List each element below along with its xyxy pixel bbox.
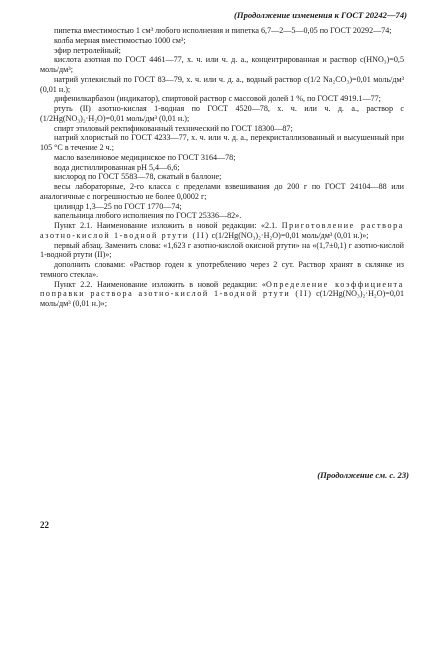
clause-2-1-formula: c(1/2Hg(NO₃)₂·H₂O)=0,01 моль/дм³ (0,01 н.)»; (209, 230, 369, 240)
list-item: пипетка вместимостью 1 см³ любого исполнения и пипетка 6,7—2—5—0,05 по ГОСТ 20292—74; (54, 26, 392, 35)
clause-2-1-addition: дополнить словами: «Раствор годен к употреблению через 2 сут. Раствор хранят в склянке из темного стекла». (40, 260, 404, 279)
document-body (40, 26, 404, 309)
list-item: ртуть (II) азотно-кислая 1-водная по ГОСТ 4520—78, х. ч. или ч. д. а., раствор c (1/2Hg(NO₃)₂·H₂O)=0,01 моль/дм³ (0,01 н.); (40, 104, 404, 123)
clause-2-2-title (40, 280, 404, 309)
equipment-list (40, 26, 404, 221)
clause-2-2-spaced-title: Определение коэффициента поправки раствора азотно-кислой 1-водной ртути (II) (40, 279, 404, 299)
list-item: натрий хлористый по ГОСТ 4233—77, х. ч. или ч. д. а., перекристаллизованный и высушенный при 105 °С в течение 2 ч.; (40, 133, 404, 152)
clause-2-1-lead: Пункт 2.1. Наименование изложить в новой редакции: «2.1. (54, 221, 282, 230)
page-number: 22 (40, 520, 49, 530)
list-item: дифенилкарбазон (индикатор), спиртовой раствор с массовой долей 1 %, по ГОСТ 4919.1—77; (54, 94, 381, 104)
list-item: эфир петролейный; (54, 45, 121, 55)
list-item: кислота азотная по ГОСТ 4461—77, х. ч. или ч. д. а., концентрированная и раствор c(HNO₃)=0,5 моль/дм³; (40, 55, 404, 74)
continuation-header: (Продолжение изменения к ГОСТ 20242—74) (234, 10, 407, 20)
list-item: спирт этиловый ректификованный технический по ГОСТ 18300—87; (54, 123, 293, 133)
list-item: весы лабораторные, 2-го класса с пределами взвешивания до 200 г по ГОСТ 24104—88 или аналогичные с погрешностью не более 0,0002 г; (40, 182, 404, 201)
list-item: цилиндр 1,3—25 по ГОСТ 1770—74; (54, 201, 182, 211)
list-item: натрий углекислый по ГОСТ 83—79, х. ч. или ч. д. а., водный раствор c(1/2 Na₂CO₃)=0,01 моль/дм³ (0,01 н.); (40, 74, 404, 94)
clause-2-1-title (40, 221, 404, 241)
list-item: вода дистиллированная pH 5,4—6,6; (54, 162, 180, 172)
list-item: колба мерная вместимостью 1000 см³; (54, 35, 186, 45)
clause-2-2-lead: Пункт 2.2. Наименование изложить в новой редакции: « (54, 279, 266, 289)
continuation-footer: (Продолжение см. с. 23) (317, 470, 409, 480)
list-item: масло вазелиновое медицинское по ГОСТ 3164—78; (54, 152, 236, 162)
clause-2-2-formula: c(1/2Hg(NO₃)₂·H₂O)=0,01 моль/дм³ (0,01 н.)»; (40, 289, 404, 308)
list-item: кислород по ГОСТ 5583—78, сжатый в баллоне; (54, 172, 222, 182)
clause-2-1-spaced-title: Приготовление раствора азотно-кислой 1-водной ртути (II) (40, 221, 404, 240)
clause-2-1-first-paragraph: первый абзац. Заменить слова: «1,623 г азотно-кислой окисной ртути» на «(1,7±0,1) г азотно-кислой 1-водной ртути (II)»; (40, 240, 404, 260)
list-item: капельница любого исполнения по ГОСТ 25336—82». (54, 211, 242, 221)
